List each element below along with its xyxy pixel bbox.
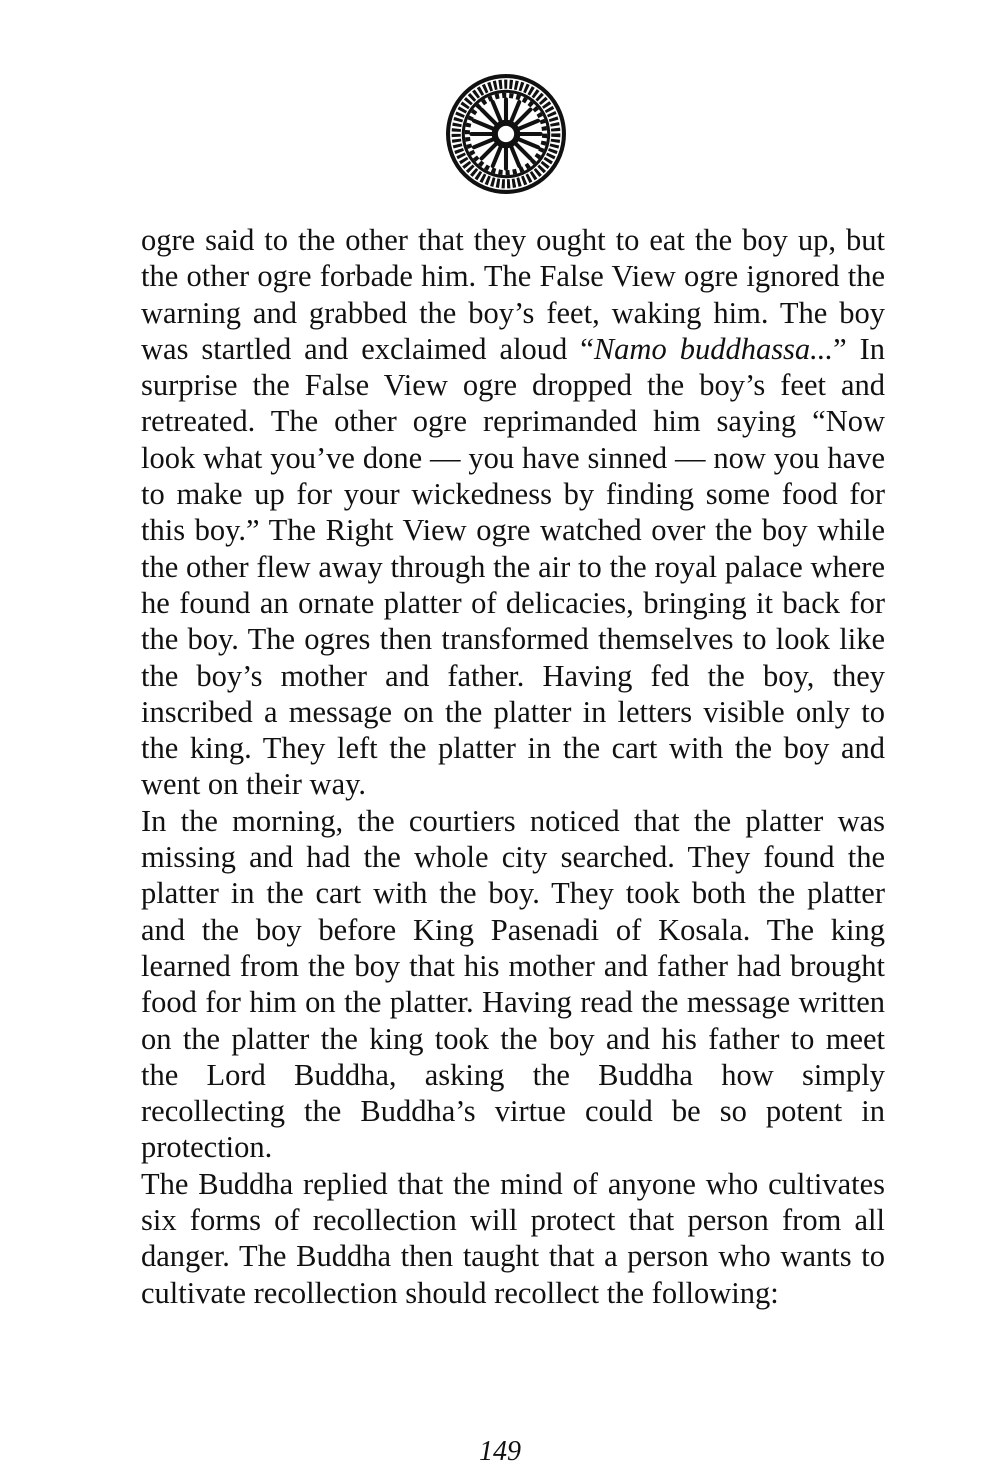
page-number: 149 [479, 1436, 521, 1467]
paragraph-1-end: ” In surprise the False View ogre dropped the boy’s feet and retreated. The other ogre reprimanded him saying “Now look what you’ve done — you have sinned — now you have to make up for your wickedness by finding some food for this boy.” The Right View ogre watched over the boy while the other flew away through the air to the royal palace where he found an ornate platter of delicacies, bringing it back for the boy. The ogres then transformed themselves to look like the boy’s mother and father. Having fed the boy, they inscribed a message on the platter in letters visible only to the king. They left the platter in the cart with the boy and went on their way. [141, 331, 885, 802]
paragraph-3: The Buddha replied that the mind of anyone who cultivates six forms of recollection will protect that person from all danger. The Buddha then taught that a person who wants to cultivate recollection should recollect the following: [141, 1166, 885, 1310]
paragraph-1-italic: Namo buddhassa... [593, 331, 834, 366]
dharma-wheel-icon [445, 73, 567, 195]
paragraph-1-start: ogre said to the other that they ought to eat the boy up, but the other ogre forbade him. The False View ogre ignored the warning and grabbed the boy’s feet, waking him. The boy was startled and exclaimed aloud “ [141, 223, 885, 366]
body-text [141, 222, 885, 1311]
paragraph-1 [141, 222, 885, 803]
paragraph-2: In the morning, the courtiers noticed that the platter was missing and had the whole city searched. They found the platter in the cart with the boy. They took both the platter and the boy before King Pasenadi of Kosala. The king learned from the boy that his mother and father had brought food for him on the platter. Having read the message written on the platter the king took the boy and his father to meet the Lord Buddha, asking the Buddha how simply recollecting the Buddha’s virtue could be so potent in protection. [141, 803, 885, 1165]
